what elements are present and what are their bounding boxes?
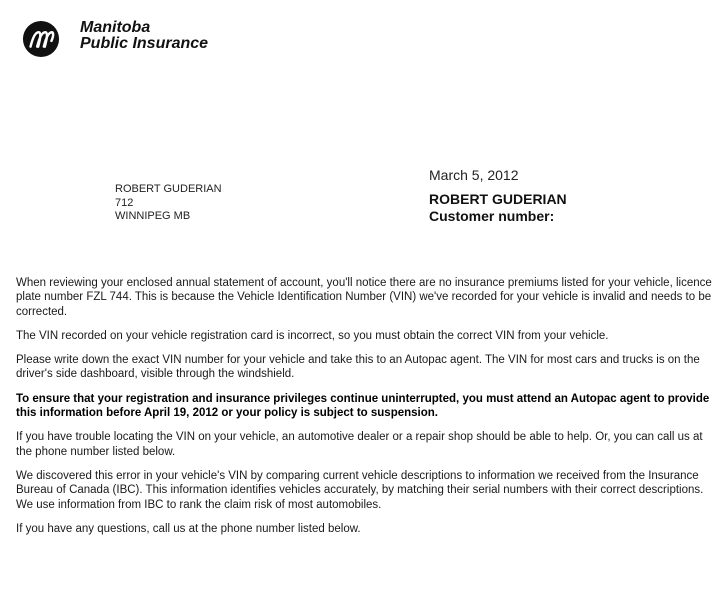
address-name: ROBERT GUDERIAN: [115, 183, 222, 195]
paragraph-instructions: Please write down the exact VIN number for your vehicle and take this to an Autopac agent. The VIN for most cars and trucks is on the driver's side dashboard, visible through the windshield.: [16, 354, 700, 381]
paragraph-vin-incorrect: The VIN recorded on your vehicle registration card is incorrect, so you must obtain the correct VIN from your vehicle.: [16, 329, 609, 342]
letter-date: March 5, 2012: [429, 167, 519, 183]
logo-line-2: Public Insurance: [80, 35, 209, 52]
logo-line-1: Manitoba: [80, 19, 151, 36]
mpi-logo-icon: [22, 20, 60, 58]
paragraph-questions: If you have any questions, call us at the phone number listed below.: [16, 522, 361, 535]
mailing-address: [115, 183, 222, 224]
logo-wordmark: [80, 20, 208, 52]
recipient-name: ROBERT GUDERIAN: [429, 191, 567, 207]
paragraph-help: If you have trouble locating the VIN on your vehicle, an automotive dealer or a repair shop should be able to help. Or, you can call us at the phone number listed below.: [16, 431, 703, 458]
paragraph-deadline-warning: To ensure that your registration and insurance privileges continue uninterrupted, you must attend an Autopac agent to provide this information before April 19, 2012 or your policy is subject to suspension.: [16, 392, 710, 420]
paragraph-ibc: We discovered this error in your vehicle's VIN by comparing current vehicle descriptions to information we received from the Insurance Bureau of Canada (IBC). This information identifies vehicles accurately, by matching their serial numbers with their correct descriptions. We use information from IBC to rank the claim risk of most automobiles.: [16, 469, 704, 511]
letter-body: [16, 276, 712, 536]
customer-number-label: Customer number:: [429, 208, 555, 224]
address-line: 712: [115, 196, 134, 209]
company-logo: [22, 18, 222, 60]
paragraph-statement: When reviewing your enclosed annual statement of account, you'll notice there are no insurance premiums listed for your vehicle, licence plate number FZL 744. This is because the Vehicle Identification Number (VIN) we've recorded for your vehicle is invalid and needs to be corrected.: [16, 277, 712, 318]
letter-info: [429, 167, 567, 225]
address-city: WINNIPEG MB: [115, 210, 191, 222]
